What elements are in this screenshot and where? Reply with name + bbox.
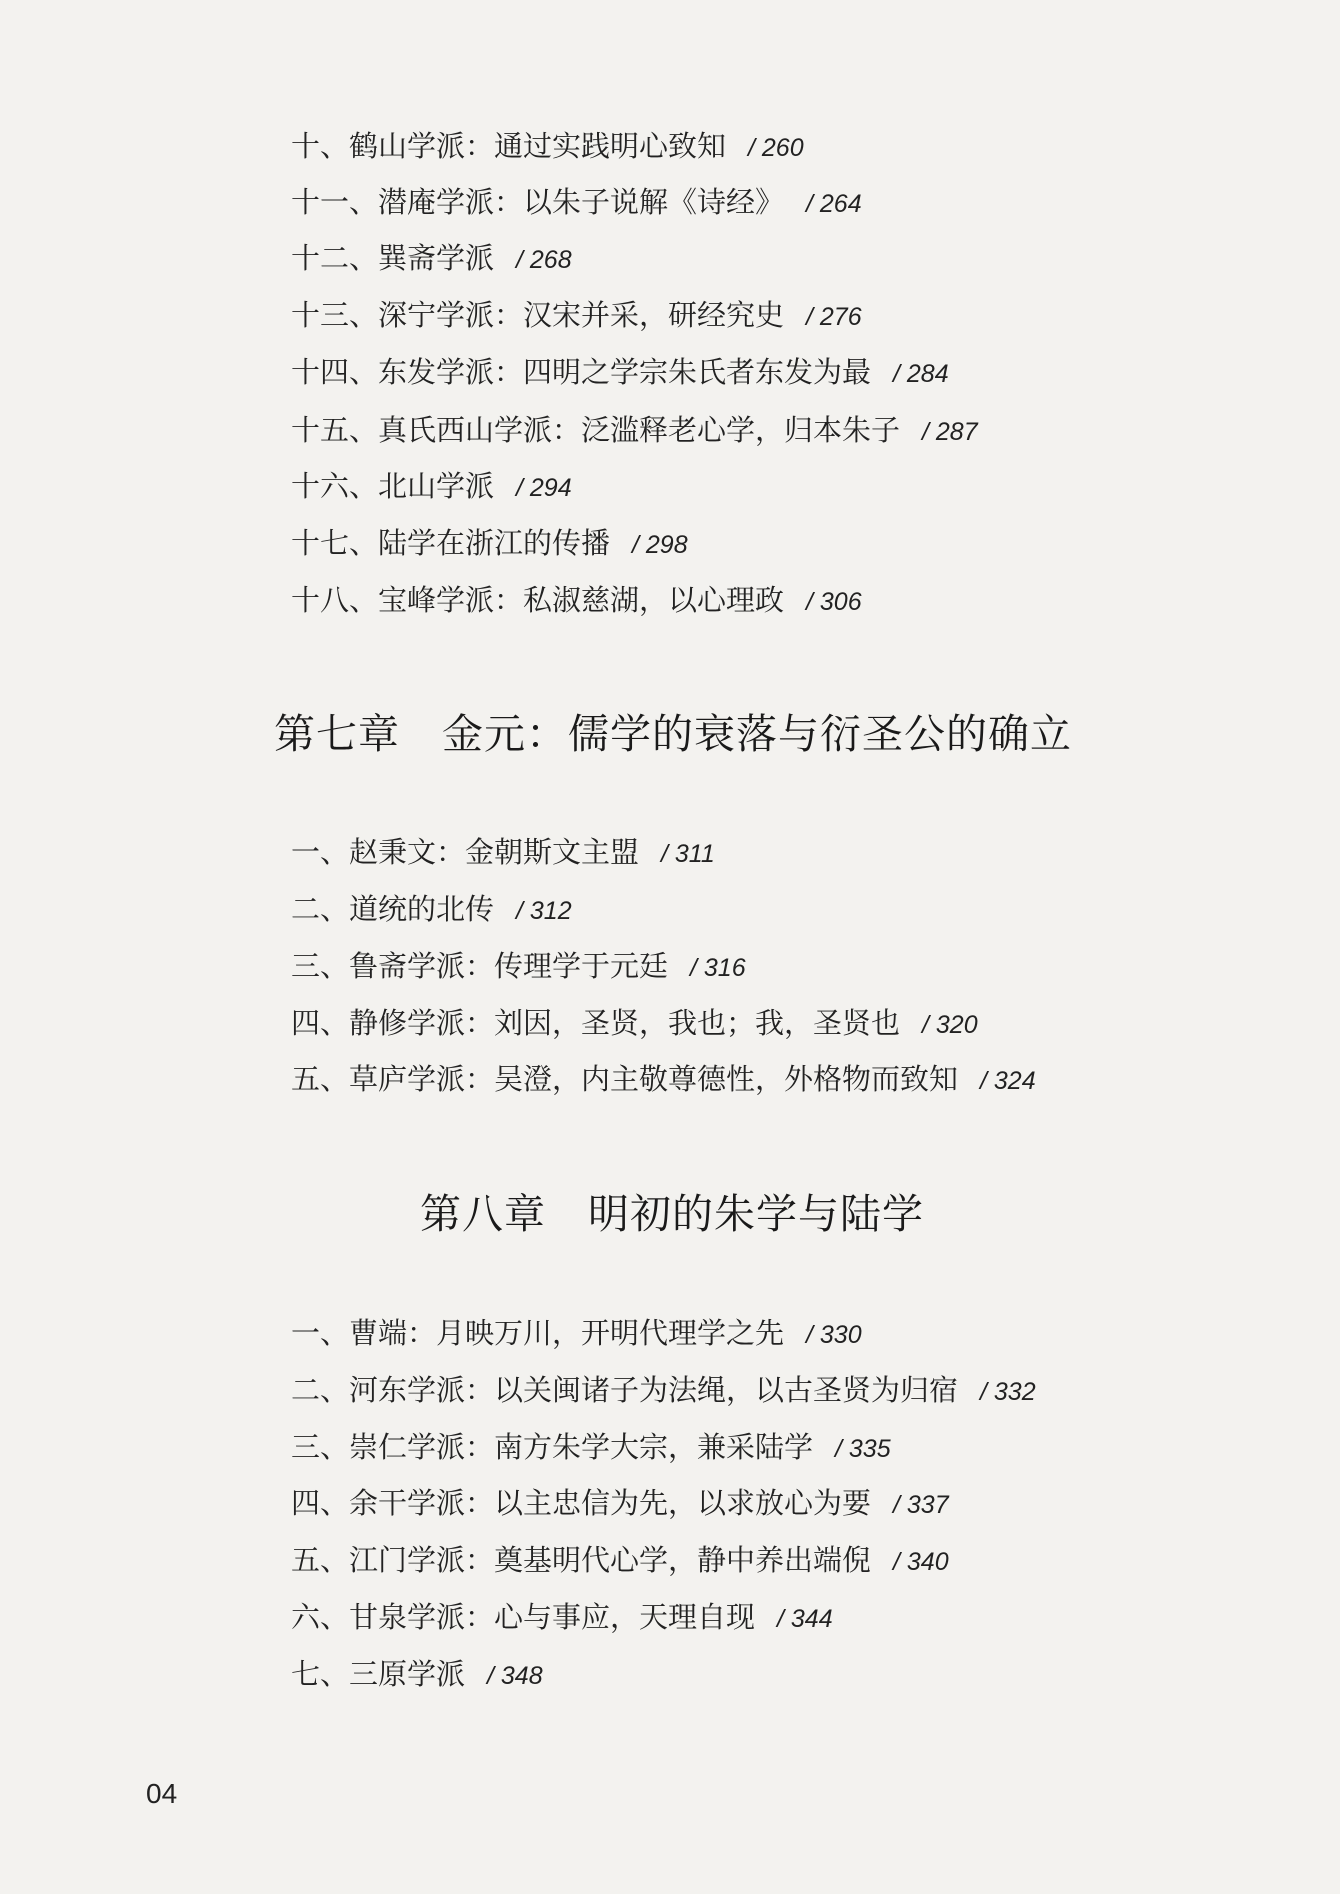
toc-entry-title: 十四、东发学派：四明之学宗朱氏者东发为最 <box>291 355 872 389</box>
toc-entry <box>291 410 978 452</box>
toc-entry <box>291 1597 833 1639</box>
toc-entry <box>291 1059 1036 1101</box>
toc-entry-page: / 306 <box>806 588 862 616</box>
toc-entry-title: 十二、巽斋学派 <box>291 241 495 275</box>
toc-entry-title: 十、鹤山学派：通过实践明心致知 <box>291 129 727 163</box>
toc-entry-page: / 294 <box>516 474 572 502</box>
toc-entry <box>291 238 572 280</box>
toc-entry-title: 十一、潜庵学派：以朱子说解《诗经》 <box>291 185 785 219</box>
toc-entry-title: 十七、陆学在浙江的传播 <box>291 526 611 560</box>
toc-entry-title: 二、河东学派：以关闽诸子为法绳，以古圣贤为归宿 <box>291 1373 959 1407</box>
chapter-heading: 第七章 金元：儒学的衰落与衍圣公的确立 <box>274 710 1072 758</box>
toc-entry-title: 十六、北山学派 <box>291 469 495 503</box>
toc-entry-page: / 344 <box>777 1605 833 1633</box>
toc-entry-title: 四、余干学派：以主忠信为先，以求放心为要 <box>291 1486 872 1520</box>
toc-entry-title: 二、道统的北传 <box>291 892 495 926</box>
toc-entry-title: 五、江门学派：奠基明代心学，静中养出端倪 <box>291 1543 872 1577</box>
toc-entry <box>291 126 804 168</box>
toc-entry-page: / 298 <box>632 531 688 559</box>
toc-entry <box>291 1427 891 1469</box>
toc-entry-page: / 287 <box>922 418 978 446</box>
toc-entry <box>291 832 715 874</box>
toc-entry <box>291 1540 949 1582</box>
toc-entry <box>291 1003 978 1045</box>
chapter-heading: 第八章 明初的朱学与陆学 <box>420 1190 924 1238</box>
toc-entry-page: / 332 <box>980 1378 1036 1406</box>
toc-entry-title: 六、甘泉学派：心与事应，天理自现 <box>291 1600 756 1634</box>
toc-entry-page: / 348 <box>487 1662 543 1690</box>
toc-entry <box>291 580 862 622</box>
toc-entry-title: 五、草庐学派：吴澄，内主敬尊德性，外格物而致知 <box>291 1062 959 1096</box>
toc-entry <box>291 946 746 988</box>
toc-entry-page: / 330 <box>806 1321 862 1349</box>
toc-entry-page: / 264 <box>806 190 862 218</box>
toc-entry-page: / 324 <box>980 1067 1036 1095</box>
toc-entry <box>291 523 688 565</box>
toc-entry <box>291 466 572 508</box>
toc-entry <box>291 295 862 337</box>
toc-entry-title: 四、静修学派：刘因，圣贤，我也；我，圣贤也 <box>291 1006 901 1040</box>
toc-entry-title: 十三、深宁学派：汉宋并采，研经究史 <box>291 298 785 332</box>
toc-entry-page: / 268 <box>516 246 572 274</box>
toc-entry <box>291 1483 949 1525</box>
toc-entry-title: 十五、真氏西山学派：泛滥释老心学，归本朱子 <box>291 413 901 447</box>
toc-entry-page: / 337 <box>893 1491 949 1519</box>
toc-entry <box>291 352 949 394</box>
toc-entry <box>291 1654 543 1696</box>
toc-entry-page: / 284 <box>893 360 949 388</box>
toc-entry <box>291 1370 1036 1412</box>
toc-entry-title: 一、曹端：月映万川，开明代理学之先 <box>291 1316 785 1350</box>
toc-entry-page: / 340 <box>893 1548 949 1576</box>
toc-entry-title: 十八、宝峰学派：私淑慈湖，以心理政 <box>291 583 785 617</box>
toc-entry-page: / 316 <box>690 954 746 982</box>
toc-entry <box>291 1313 862 1355</box>
toc-entry <box>291 889 572 931</box>
toc-entry-page: / 276 <box>806 303 862 331</box>
toc-entry-title: 三、崇仁学派：南方朱学大宗，兼采陆学 <box>291 1430 814 1464</box>
toc-entry-title: 一、赵秉文：金朝斯文主盟 <box>291 835 640 869</box>
toc-entry-page: / 260 <box>748 134 804 162</box>
toc-entry-page: / 320 <box>922 1011 978 1039</box>
toc-entry-title: 七、三原学派 <box>291 1657 466 1691</box>
toc-entry-page: / 312 <box>516 897 572 925</box>
page-number: 04 <box>146 1778 178 1809</box>
toc-entry-title: 三、鲁斋学派：传理学于元廷 <box>291 949 669 983</box>
toc-entry-page: / 335 <box>835 1435 891 1463</box>
toc-entry <box>291 182 862 224</box>
toc-entry-page: / 311 <box>661 840 715 868</box>
